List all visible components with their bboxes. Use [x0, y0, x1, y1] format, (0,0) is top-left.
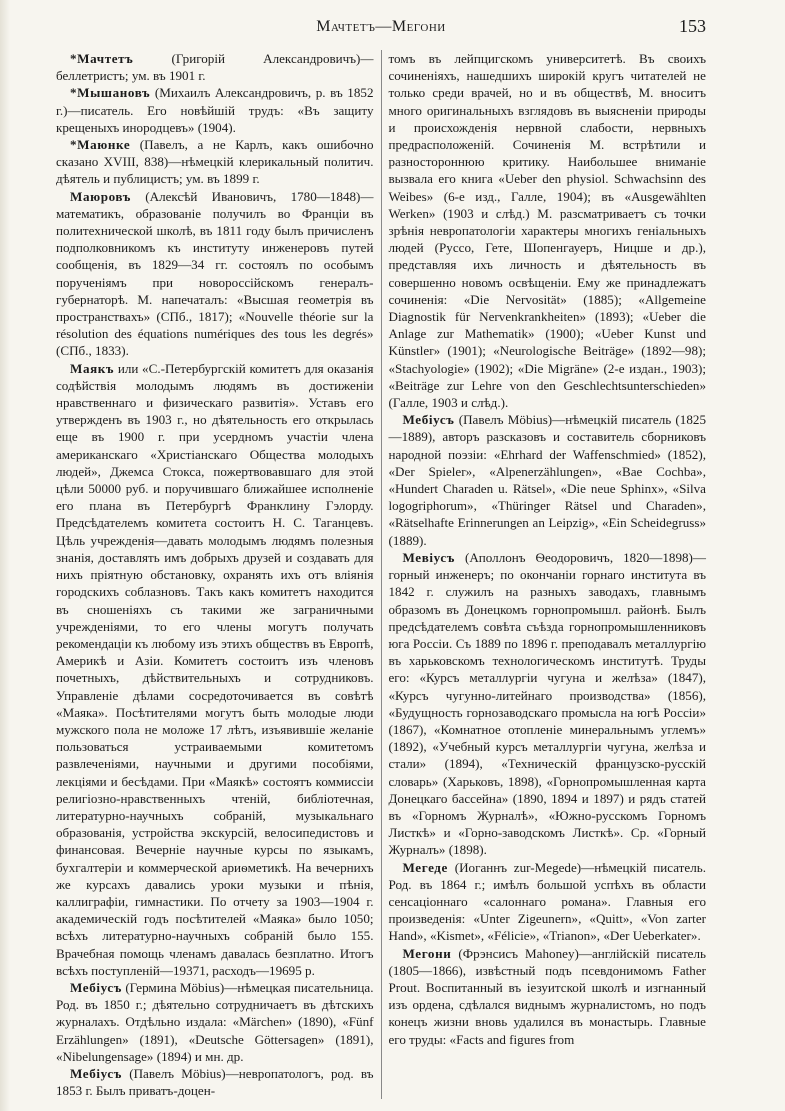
entry-headword: *Мышановъ [70, 85, 151, 101]
entry [389, 549, 707, 859]
entry [56, 979, 374, 1065]
entry [56, 360, 374, 979]
page-shadow [0, 0, 10, 1111]
entry-text: (Павелъ Möbius)—нѣмецкій писатель (1825—1889), авторъ разсказовъ и составитель сборниковъ народной поэзіи: «Ehrhard der Waffenschmied» (1852), «Der Spieler», «Alpenerzählungen», «Bae Cochba», «Hundert Charaden u. Rätsel», «Die neue Sphinx», «Silva logogriphorum», «Thüringer Rätsel und Charaden», «Rätselhafte Erinnerungen an Leipzig», «Ein Scheidegruss» (1889). [388, 412, 706, 548]
entry [389, 859, 707, 945]
encyclopedia-page [56, 16, 706, 1099]
entry-headword: Мебіусъ [402, 412, 455, 428]
entry-headword: Мегони [402, 945, 452, 961]
entry-text: (Павелъ Möbius)—невропатологъ, род. въ 1853 г. Былъ приватъ-доцен- [56, 1065, 374, 1099]
entry-continuation [389, 50, 707, 411]
entry-headword: Мебіусъ [70, 1065, 122, 1081]
entry-text: или «С.-Петербургскій комитетъ для оказанія содѣйствія молодымъ людямъ въ достиженіи нравственнаго и физическаго развитія». Уставъ его утвержденъ въ 1903 г., но дѣятельность его открылась еще въ 1900 г. при усердномъ участіи члена американскаго «Христіанскаго Общества молодыхъ людей», Джемса Стокса, пожертвовавшаго для этой цѣли 50000 руб. и поручившаго ближайшее исполненіе его плана въ Петербургѣ Франклину Гэлорду. Предсѣдателемъ комитета состоитъ Н. С. Таганцевъ. Цѣль учрежденія—давать молодымъ людямъ полезныя знанія, доставлять имъ добрыхъ друзей и создавать для нихъ пріятную обстановку, охранять ихъ отъ вліянія городскихъ соблазновъ. Такъ какъ комитетъ находится въ сношеніяхъ съ такими же заграничными учрежденіями, то его члены могутъ получать рекомендаціи къ любому изъ этихъ обществъ въ Европѣ, Америкѣ и Азіи. Комитетъ состоитъ изъ членовъ почетныхъ, дѣйствительныхъ и сотрудниковъ. Управленіе дѣлами сосредоточивается въ совѣтѣ «Маяка». Посѣтителями могутъ быть молодые люди мужского пола не моложе 17 лѣтъ, изъявившіе желаніе пользоваться устраиваемыми комитетомъ развлеченіями, научными и другими пособіями, лекціями и бесѣдами. При «Маякѣ» состоятъ коммиссіи религіозно-нравственныхъ чтеній, библіотечная, литературно-научныхъ собраній, музыкальнаго образованія, устройства экскурсій, велосипедистовъ и финансовая. Вечерніе научные курсы по языкамъ, бухгалтеріи и коммерческой ариѳметикѣ. На вечернихъ же курсахъ давались уроки музыки и пѣнія, каллиграфіи, гимнастики. По отчету за 1903—1904 г. академическій годъ посѣтителей «Маяка» было 1050; всѣхъ литературно-научныхъ собраній было 155. Врачебная помощь членамъ давалась безплатно. Итогъ всѣхъ поступленій—19371, расходъ—19695 р. [56, 360, 374, 978]
entry [56, 136, 374, 188]
entry-headword: Мебіусъ [70, 979, 122, 995]
entry-text: (Алексѣй Ивановичъ, 1780—1848)—математикъ, образованіе получилъ во Франціи въ политехнической школѣ, въ 1811 году былъ причисленъ подполковникомъ къ институту инженеровъ путей сообщенія, въ 1829—34 гг. состоялъ по особымъ порученіямъ при новороссійскомъ генералъ-губернаторѣ. М. напечаталъ: «Высшая геометрія въ пространствахъ» (СПб., 1817); «Nouvelle théorie sur la résolution des équations numériques des tous les degrés» (СПб., 1833). [56, 188, 374, 359]
entry-text: (Фрэнсисъ Mahoney)—англійскій писатель (1805—1866), извѣстный подъ псевдонимомъ Father Prout. Воспитанный въ іезуитской школѣ и изгнанный изъ ордена, сдѣлался виднымъ журналистомъ, но подъ конецъ жизни вновь удалился въ монастырь. Главные его труды: «Facts and figures from [388, 945, 706, 1047]
entry-text: томъ въ лейпцигскомъ университетѣ. Въ своихъ сочиненіяхъ, нашедшихъ широкій кругъ читателей не только среди врачей, но и въ обществѣ, М. вноситъ много оригинальныхъ взглядовъ въ выясненіи природы и происхожденія нервной слабости, нервныхъ предрасположеній. Сочиненія М. встрѣтили и разностороннюю критику. Наибольшее вниманіе вызвала его книга «Ueber den physiol. Schwachsinn des Weibes» (6-е изд., Галле, 1904); въ «Ausgewählten Werken» (1903 и слѣд.) М. разсматриваетъ съ точки зрѣнія невропатологіи характеры многихъ геніальныхъ людей (Руссо, Гете, Шопенгауеръ, Ницше и др.), представляя ихъ личность и дѣятельность въ совершенно новомъ освѣщеніи. Ему же принадлежатъ сочиненія: «Die Nervosität» (1885); «Allgemeine Diagnostik für Nervenkrankheiten» (1893); «Ueber die Anlage zur Mathematik» (1900); «Ueber Kunst und Künstler» (1901); «Neurologische Beiträge» (1892—98); «Stachyologie» (1902); «Die Migräne» (2-е издан., 1903); «Beiträge zur Lehre von den Geschlechtsunterschieden» (Галле, 1903 и слѣд.). [388, 51, 706, 411]
text-columns [56, 50, 706, 1099]
entry [56, 50, 374, 84]
entry-headword: *Мачтетъ [70, 51, 134, 66]
entry-headword: Мегеде [402, 859, 448, 875]
entry [56, 1065, 374, 1099]
entry [56, 84, 374, 136]
entry-text: (Гермина Möbius)—нѣмецкая писательница. Род. въ 1850 г.; дѣятельно сотрудничаетъ въ дѣтскихъ журналахъ. Отдѣльно издала: «Märchen» (1890), «Fünf Erzählungen» (1891), «Deutsche Göttersagen» (1891), «Nibelungensage» (1894) и мн. др. [56, 979, 374, 1064]
entry-headword: *Маюнке [70, 137, 131, 153]
entry-headword: Маякъ [70, 360, 115, 376]
entry [389, 411, 707, 549]
entry-text: (Григорій Александровичъ)—беллетристъ; ум. въ 1901 г. [56, 51, 374, 84]
entry-text: (Михаилъ Александровичъ, р. въ 1852 г.)—писатель. Его новѣйшій трудъ: «Въ защиту крещеныхъ инородцевъ» (1904). [56, 85, 374, 135]
entry-text: (Иоганнъ zur-Megede)—нѣмецкій писатель. Род. въ 1864 г.; имѣлъ большой успѣхъ въ области сенсаціоннаго «салоннаго романа». Главныя его произведенія: «Unter Zigeunern», «Quitt», «Von zarter Hand», «Kismet», «Félicie», «Trianon», «Der Ueberkater». [388, 859, 706, 944]
entry-text: (Павелъ, а не Карлъ, какъ ошибочно сказано XVIII, 838)—нѣмецкій клерикальный политич. дѣятель и публицистъ; ум. въ 1899 г. [56, 137, 374, 187]
entry-headword: Мевіусъ [402, 549, 455, 565]
left-column [56, 50, 382, 1099]
page-header [56, 16, 706, 40]
entry [56, 188, 374, 360]
entry-headword: Маюровъ [70, 188, 131, 204]
entry [389, 945, 707, 1048]
entry-text: (Аполлонъ Ѳеодоровичъ, 1820—1898)—горный инженеръ; по окончаніи горнаго института въ 1842 г. служилъ на разныхъ заводахъ, главнымъ образомъ въ Донецкомъ горнопромышл. районѣ. Былъ предсѣдателемъ совѣта съѣзда горнопромышленниковъ юга Россіи. Съ 1889 по 1896 г. преподавалъ металлургію въ харьковскомъ технологическомъ институтѣ. Труды его: «Курсъ металлургіи чугуна и желѣза» (1847), «Курсъ чугунно-литейнаго производства» (1856), «Будущность горнозаводскаго промысла на югѣ Россіи» (1867), «Комнатное отопленіе минеральнымъ углемъ» (1892), «Учебный курсъ металлургіи чугуна, желѣза и стали» (1894), «Техническій французско-русскій словарь» (Харьковъ, 1898), «Горнопромышленная карта Донецкаго бассейна» (1890, 1894 и 1897) и рядъ статей въ «Горномъ Журналѣ», «Южно-русскомъ Горномъ Листкѣ» и «Горно-заводскомъ Листкѣ». Ср. «Горный Журналъ» (1898). [388, 549, 706, 858]
page-number: 153 [679, 16, 706, 36]
running-head: Мачтетъ—Мегони [316, 18, 446, 35]
right-column [382, 50, 707, 1099]
